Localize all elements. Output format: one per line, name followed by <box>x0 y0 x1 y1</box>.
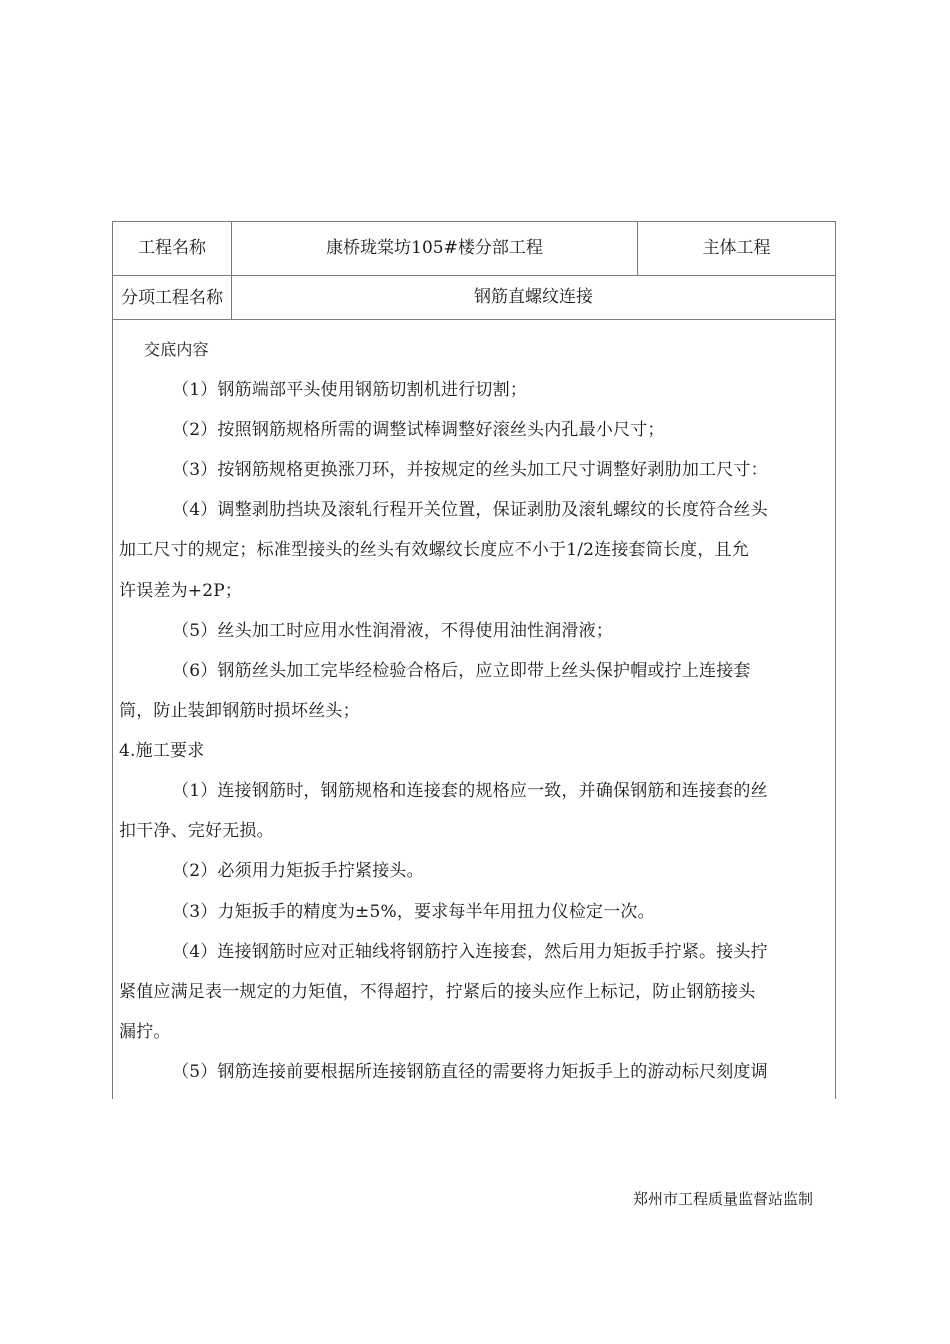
section-heading: 4.施工要求 <box>119 741 205 761</box>
content-line: （1）连接钢筋时，钢筋规格和连接套的规格应一致，并确保钢筋和连接套的丝 <box>172 781 768 801</box>
project-name-value: 康桥珑棠坊105#楼分部工程 <box>326 238 543 258</box>
content-line: （4）连接钢筋时应对正轴线将钢筋拧入连接套，然后用力矩扳手拧紧。接头拧 <box>172 942 768 962</box>
content-line: 加工尺寸的规定；标准型接头的丝头有效螺纹长度应不小于1/2连接套筒长度，且允 <box>119 540 749 560</box>
content-line: （5）丝头加工时应用水性润滑液，不得使用油性润滑液； <box>172 621 614 641</box>
content-line: 扣干净、完好无损。 <box>119 821 274 841</box>
content-line: （3）按钢筋规格更换涨刀环，并按规定的丝头加工尺寸调整好剥肋加工尺寸： <box>172 460 768 480</box>
table-border-left <box>112 221 113 1099</box>
project-name-label: 工程名称 <box>138 238 206 258</box>
content-line: （1）钢筋端部平头使用钢筋切割机进行切割； <box>172 380 528 400</box>
content-line: （6）钢筋丝头加工完毕经检验合格后，应立即带上丝头保护帽或拧上连接套 <box>172 661 751 681</box>
content-line: 紧值应满足表一规定的力矩值，不得超拧，拧紧后的接头应作上标记，防止钢筋接头 <box>119 982 756 1002</box>
table-row-divider <box>112 319 836 320</box>
content-line: 许误差为+2P； <box>119 581 243 601</box>
subitem-name-value: 钢筋直螺纹连接 <box>474 287 593 307</box>
table-border-right <box>835 221 836 1099</box>
subitem-name-label: 分项工程名称 <box>121 287 223 308</box>
content-line: （5）钢筋连接前要根据所连接钢筋直径的需要将力矩扳手上的游动标尺刻度调 <box>172 1062 768 1082</box>
content-line: （2）必须用力矩扳手拧紧接头。 <box>172 861 424 881</box>
project-category-value: 主体工程 <box>702 238 771 258</box>
content-line: （4）调整剥肋挡块及滚轧行程开关位置，保证剥肋及滚轧螺纹的长度符合丝头 <box>172 500 768 520</box>
section-title: 交底内容 <box>144 340 209 359</box>
content-line: 漏拧。 <box>119 1022 171 1042</box>
footer-issuer: 郑州市工程质量监督站监制 <box>633 1190 814 1208</box>
content-line: （2）按照钢筋规格所需的调整试棒调整好滚丝头内孔最小尺寸； <box>172 420 665 440</box>
content-line: （3）力矩扳手的精度为±5%，要求每半年用扭力仪检定一次。 <box>172 902 655 922</box>
content-line: 筒，防止装卸钢筋时损坏丝头； <box>119 701 360 721</box>
